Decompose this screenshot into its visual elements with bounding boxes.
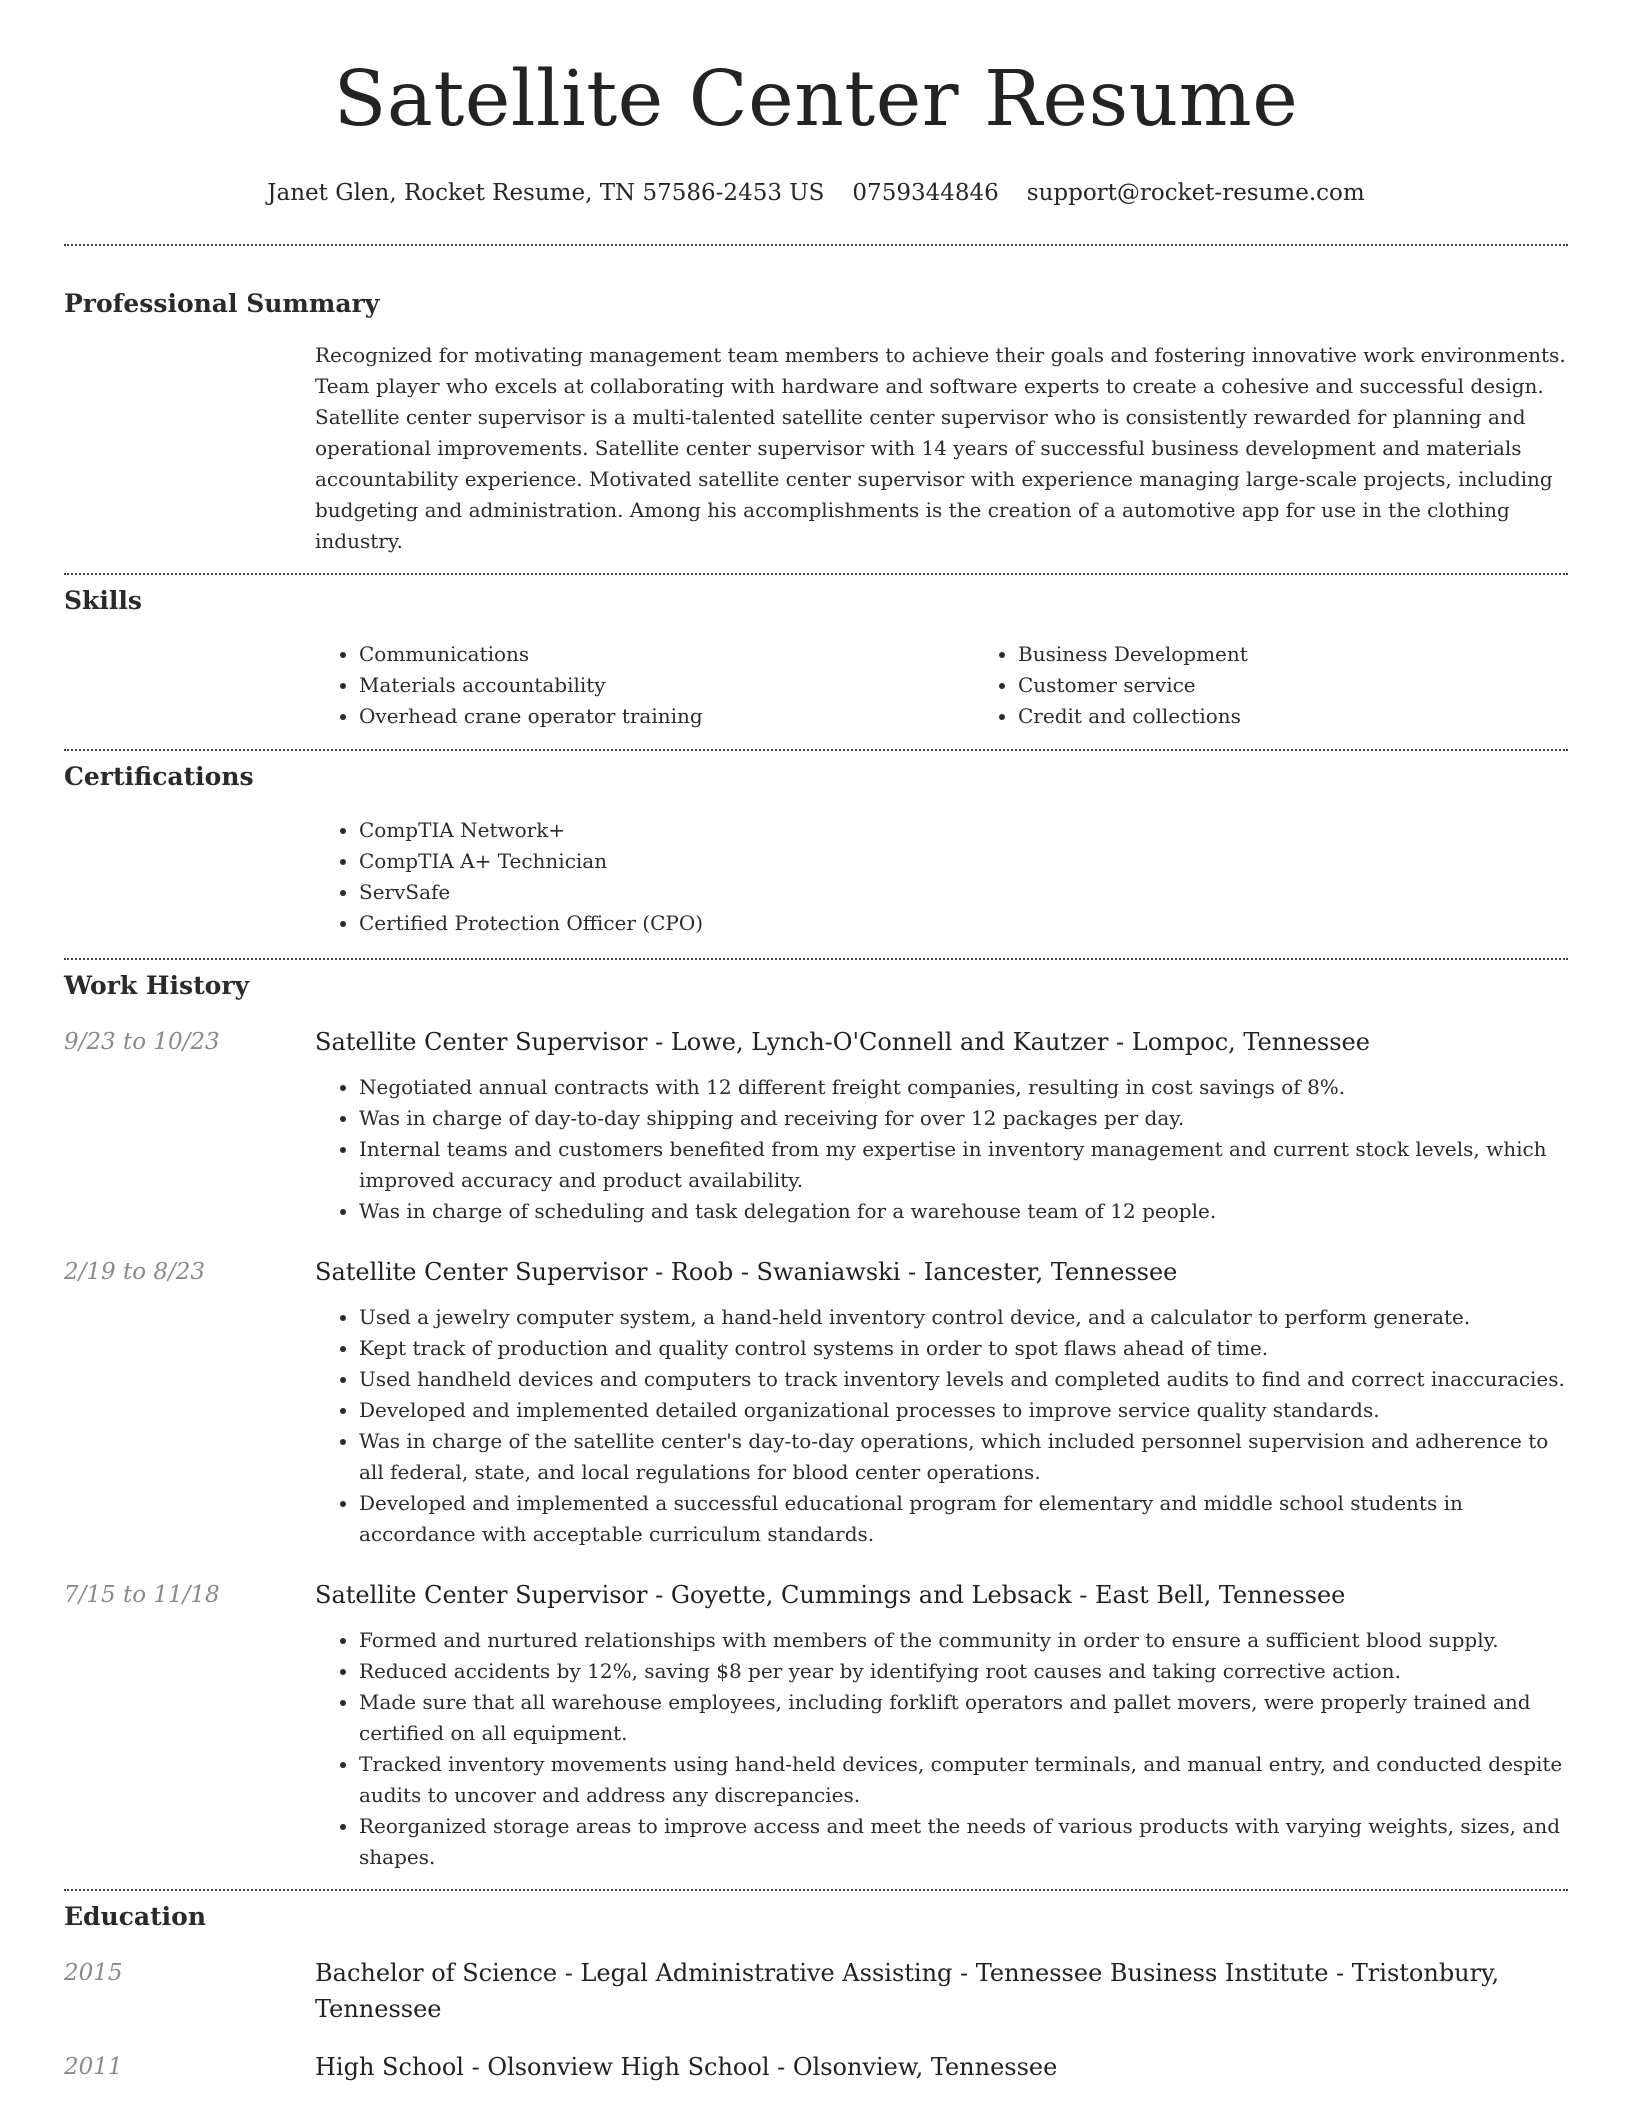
work-section [64, 960, 1568, 1873]
certifications-list [315, 815, 1568, 939]
job-heading [315, 1254, 1568, 1290]
contact-address: Janet Glen, Rocket Resume, TN 57586-2453 US [267, 180, 825, 206]
job-title: Satellite Center Supervisor [315, 1028, 648, 1056]
skills-list-right [974, 639, 1632, 732]
contact-email: support@rocket-resume.com [1026, 180, 1365, 206]
certifications-section [64, 751, 1568, 939]
job-dates: 2/19 to 8/23 [64, 1259, 206, 1285]
job-bullets [315, 1625, 1568, 1873]
skills-columns [315, 639, 1568, 732]
skills-section [64, 575, 1568, 732]
list-item: • Reorganized storage areas to improve access and meet the needs of various products with varying weights, sizes, and shapes. [359, 1811, 1568, 1873]
list-item: • Formed and nurtured relationships with members of the community in order to ensure a sufficient blood supply. [359, 1625, 1568, 1656]
list-item: • Reduced accidents by 12%, saving $8 per year by identifying root causes and taking corrective action. [359, 1656, 1568, 1687]
education-heading-text: High School - Olsonview High School - Olsonview, Tennessee [315, 2053, 1058, 2081]
list-item: • Negotiated annual contracts with 12 different freight companies, resulting in cost savings of 8%. [359, 1072, 1568, 1103]
list-item: • Developed and implemented detailed organizational processes to improve service quality standards. [359, 1395, 1568, 1426]
list-item: • Used a jewelry computer system, a hand-held inventory control device, and a calculator to perform generate. [359, 1302, 1568, 1333]
list-item: • Made sure that all warehouse employees, including forklift operators and pallet movers, were properly trained and certified on all equipment. [359, 1687, 1568, 1749]
job-company: - Lowe, Lynch-O'Connell and Kautzer - Lompoc, Tennessee [647, 1028, 1370, 1056]
education-heading: Education [64, 1902, 207, 1931]
job-dates: 7/15 to 11/18 [64, 1582, 220, 1608]
job-entry [64, 1577, 1568, 1873]
summary-section [64, 246, 1568, 557]
job-entry [64, 1254, 1568, 1550]
education-section [64, 1891, 1568, 2085]
page-title: Satellite Center Resume [333, 55, 1299, 144]
work-heading: Work History [64, 971, 250, 1000]
education-date: 2015 [64, 1960, 123, 1986]
list-item: • Kept track of production and quality control systems in order to spot flaws ahead of time. [359, 1333, 1568, 1364]
summary-text: Recognized for motivating management team members to achieve their goals and fostering innovative work environments. Team player who excels at collaborating with hardware and software experts to create a cohesive and successful design. Satellite center supervisor is a multi-talented satellite center supervisor who is consistently rewarded for planning and operational improvements. Satellite center supervisor with 14 years of successful business development and materials accountability experience. Motivated satellite center supervisor with experience managing large-scale projects, including budgeting and administration. Among his accomplishments is the creation of a automotive app for use in the clothing industry. [315, 343, 1566, 553]
certifications-heading: Certifications [64, 762, 254, 791]
job-heading [315, 1024, 1568, 1060]
contact-phone: 0759344846 [852, 180, 999, 206]
job-entry [64, 1024, 1568, 1227]
education-entry [64, 1955, 1568, 2027]
list-item: • Customer service [1018, 670, 1632, 701]
job-company: - Roob - Swaniawski - Iancester, Tennessee [647, 1258, 1178, 1286]
list-item: • Business Development [1018, 639, 1632, 670]
contact-line [64, 178, 1568, 208]
skills-heading: Skills [64, 586, 142, 615]
list-item: • Used handheld devices and computers to track inventory levels and completed audits to find and correct inaccuracies. [359, 1364, 1568, 1395]
list-item: • Internal teams and customers benefited from my expertise in inventory management and current stock levels, which improved accuracy and product availability. [359, 1134, 1568, 1196]
list-item: • Materials accountability [359, 670, 974, 701]
job-title: Satellite Center Supervisor [315, 1581, 648, 1609]
list-item: • Was in charge of the satellite center's day-to-day operations, which included personnel supervision and adherence to all federal, state, and local regulations for blood center operations. [359, 1426, 1568, 1488]
list-item: • Tracked inventory movements using hand-held devices, computer terminals, and manual entry, and conducted despite audits to uncover and address any discrepancies. [359, 1749, 1568, 1811]
list-item: • ServSafe [359, 877, 1568, 908]
job-heading [315, 1577, 1568, 1613]
list-item: • CompTIA Network+ [359, 815, 1568, 846]
list-item: • Certified Protection Officer (CPO) [359, 908, 1568, 939]
list-item: • Was in charge of scheduling and task delegation for a warehouse team of 12 people. [359, 1196, 1568, 1227]
list-item: • Credit and collections [1018, 701, 1632, 732]
job-bullets [315, 1072, 1568, 1227]
list-item: • Was in charge of day-to-day shipping and receiving for over 12 packages per day. [359, 1103, 1568, 1134]
summary-heading: Professional Summary [64, 289, 380, 318]
skills-list-left [315, 639, 974, 732]
job-title: Satellite Center Supervisor [315, 1258, 648, 1286]
list-item: • Developed and implemented a successful educational program for elementary and middle school students in accordance with acceptable curriculum standards. [359, 1488, 1568, 1550]
list-item: • CompTIA A+ Technician [359, 846, 1568, 877]
education-date: 2011 [64, 2054, 123, 2080]
education-entry [64, 2049, 1568, 2085]
list-item: • Communications [359, 639, 974, 670]
job-bullets [315, 1302, 1568, 1550]
education-heading-text: Bachelor of Science - Legal Administrative Assisting - Tennessee Business Institute - Tristonbury, Tennessee [315, 1959, 1500, 2023]
list-item: • Overhead crane operator training [359, 701, 974, 732]
job-company: - Goyette, Cummings and Lebsack - East Bell, Tennessee [647, 1581, 1346, 1609]
job-dates: 9/23 to 10/23 [64, 1029, 220, 1055]
